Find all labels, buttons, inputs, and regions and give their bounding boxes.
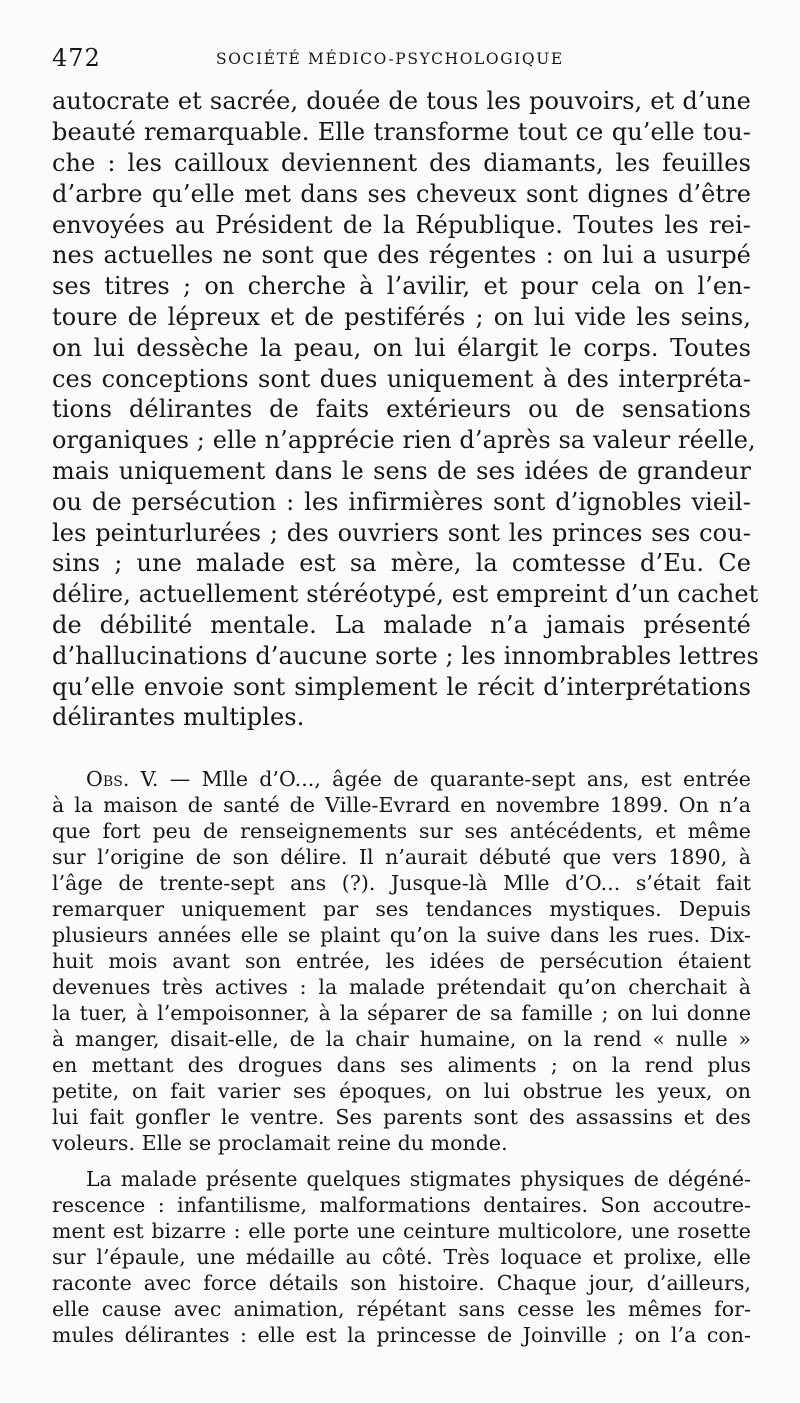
text-line: l’âge de trente-sept ans (?). Jusque-là Mlle d’O... s’était fait bbox=[52, 871, 751, 895]
text-line: sur l’épaule, une médaille au côté. Très loquace et prolixe, elle bbox=[52, 1245, 751, 1269]
running-header bbox=[52, 44, 752, 74]
text-line: ment est bizarre : elle porte une ceinture multicolore, une rosette bbox=[52, 1219, 751, 1243]
text-line: on lui dessèche la peau, on lui élargit le corps. Toutes bbox=[52, 334, 751, 362]
text-line: autocrate et sacrée, douée de tous les pouvoirs, et d’une bbox=[52, 87, 751, 115]
text-line: sins ; une malade est sa mère, la comtesse d’Eu. Ce bbox=[52, 549, 751, 577]
text-line: organiques ; elle n’apprécie rien d’après sa valeur réelle, bbox=[52, 426, 756, 454]
text-line: raconte avec force détails son histoire. Chaque jour, d’ailleurs, bbox=[52, 1271, 751, 1295]
text-line: à la maison de santé de Ville-Evrard en novembre 1899. On n’a bbox=[52, 793, 751, 817]
text-line: qu’elle envoie sont simplement le récit d’interprétations bbox=[52, 673, 751, 701]
text-line: la tuer, à l’empoisonner, à la séparer de sa famille ; on lui donne bbox=[52, 1001, 751, 1025]
text-line: de débilité mentale. La malade n’a jamais présenté bbox=[52, 611, 751, 639]
text-line: La malade présente quelques stigmates physiques de dégéné- bbox=[86, 1167, 751, 1191]
text-line: elle cause avec animation, répétant sans cesse les mêmes for- bbox=[52, 1297, 751, 1321]
text-line: ces conceptions sont dues uniquement à des interpréta- bbox=[52, 365, 751, 393]
page-number: 472 bbox=[52, 44, 101, 72]
observation-heading-text: — Mlle d’O..., âgée de quarante-sept ans, est entrée bbox=[158, 767, 751, 791]
text-line: devenues très actives : la malade prétendait qu’on cherchait à bbox=[52, 975, 751, 999]
text-line: envoyées au Président de la République. Toutes les rei- bbox=[52, 211, 751, 239]
text-line: en mettant des drogues dans ses aliments ; on la rend plus bbox=[52, 1053, 751, 1077]
text-line: beauté remarquable. Elle transforme tout ce qu’elle tou- bbox=[52, 118, 751, 146]
text-line: à manger, disait-elle, de la chair humaine, on la rend « nulle » bbox=[52, 1027, 751, 1051]
text-line: délire, actuellement stéréotypé, est empreint d’un cachet bbox=[52, 580, 759, 608]
text-line: ou de persécution : les infirmières sont d’ignobles vieil- bbox=[52, 488, 751, 516]
text-line: que fort peu de renseignements sur ses antécédents, et même bbox=[52, 819, 751, 843]
text-line: mais uniquement dans le sens de ses idées de grandeur bbox=[52, 457, 751, 485]
text-line: remarquer uniquement par ses tendances mystiques. Depuis bbox=[52, 897, 751, 921]
text-line: nes actuelles ne sont que des régentes : on lui a usurpé bbox=[52, 241, 751, 269]
text-line: tions délirantes de faits extérieurs ou de sensations bbox=[52, 395, 751, 423]
text-line: toure de lépreux et de pestiférés ; on lui vide les seins, bbox=[52, 303, 751, 331]
text-line: les peinturlurées ; des ouvriers sont les princes ses cou- bbox=[52, 519, 751, 547]
text-line: mules délirantes : elle est la princesse de Joinville ; on l’a con- bbox=[52, 1323, 751, 1347]
text-line: délirantes multiples. bbox=[52, 703, 305, 731]
text-line: ses titres ; on cherche à l’avilir, et pour cela on l’en- bbox=[52, 272, 751, 300]
text-line: lui fait gonfler le ventre. Ses parents sont des assassins et des bbox=[52, 1105, 751, 1129]
text-line: d’hallucinations d’aucune sorte ; les innombrables lettres bbox=[52, 642, 759, 670]
text-line: plusieurs années elle se plaint qu’on la suive dans les rues. Dix- bbox=[52, 923, 751, 947]
text-line: petite, on fait varier ses époques, on lui obstrue les yeux, on bbox=[52, 1079, 751, 1103]
observation-heading-line bbox=[86, 766, 751, 792]
text-line: d’arbre qu’elle met dans ses cheveux sont dignes d’être bbox=[52, 180, 751, 208]
text-line: sur l’origine de son délire. Il n’aurait débuté que vers 1890, à bbox=[52, 845, 751, 869]
text-line: rescence : infantilisme, malformations dentaires. Son accoutre- bbox=[52, 1193, 751, 1217]
text-line: huit mois avant son entrée, les idées de persécution étaient bbox=[52, 949, 751, 973]
running-title: SOCIÉTÉ MÉDICO-PSYCHOLOGIQUE bbox=[216, 50, 564, 68]
text-line: voleurs. Elle se proclamait reine du monde. bbox=[52, 1131, 508, 1155]
observation-label: Obs. V. bbox=[86, 767, 159, 791]
text-line: che : les cailloux deviennent des diamants, les feuilles bbox=[52, 149, 751, 177]
